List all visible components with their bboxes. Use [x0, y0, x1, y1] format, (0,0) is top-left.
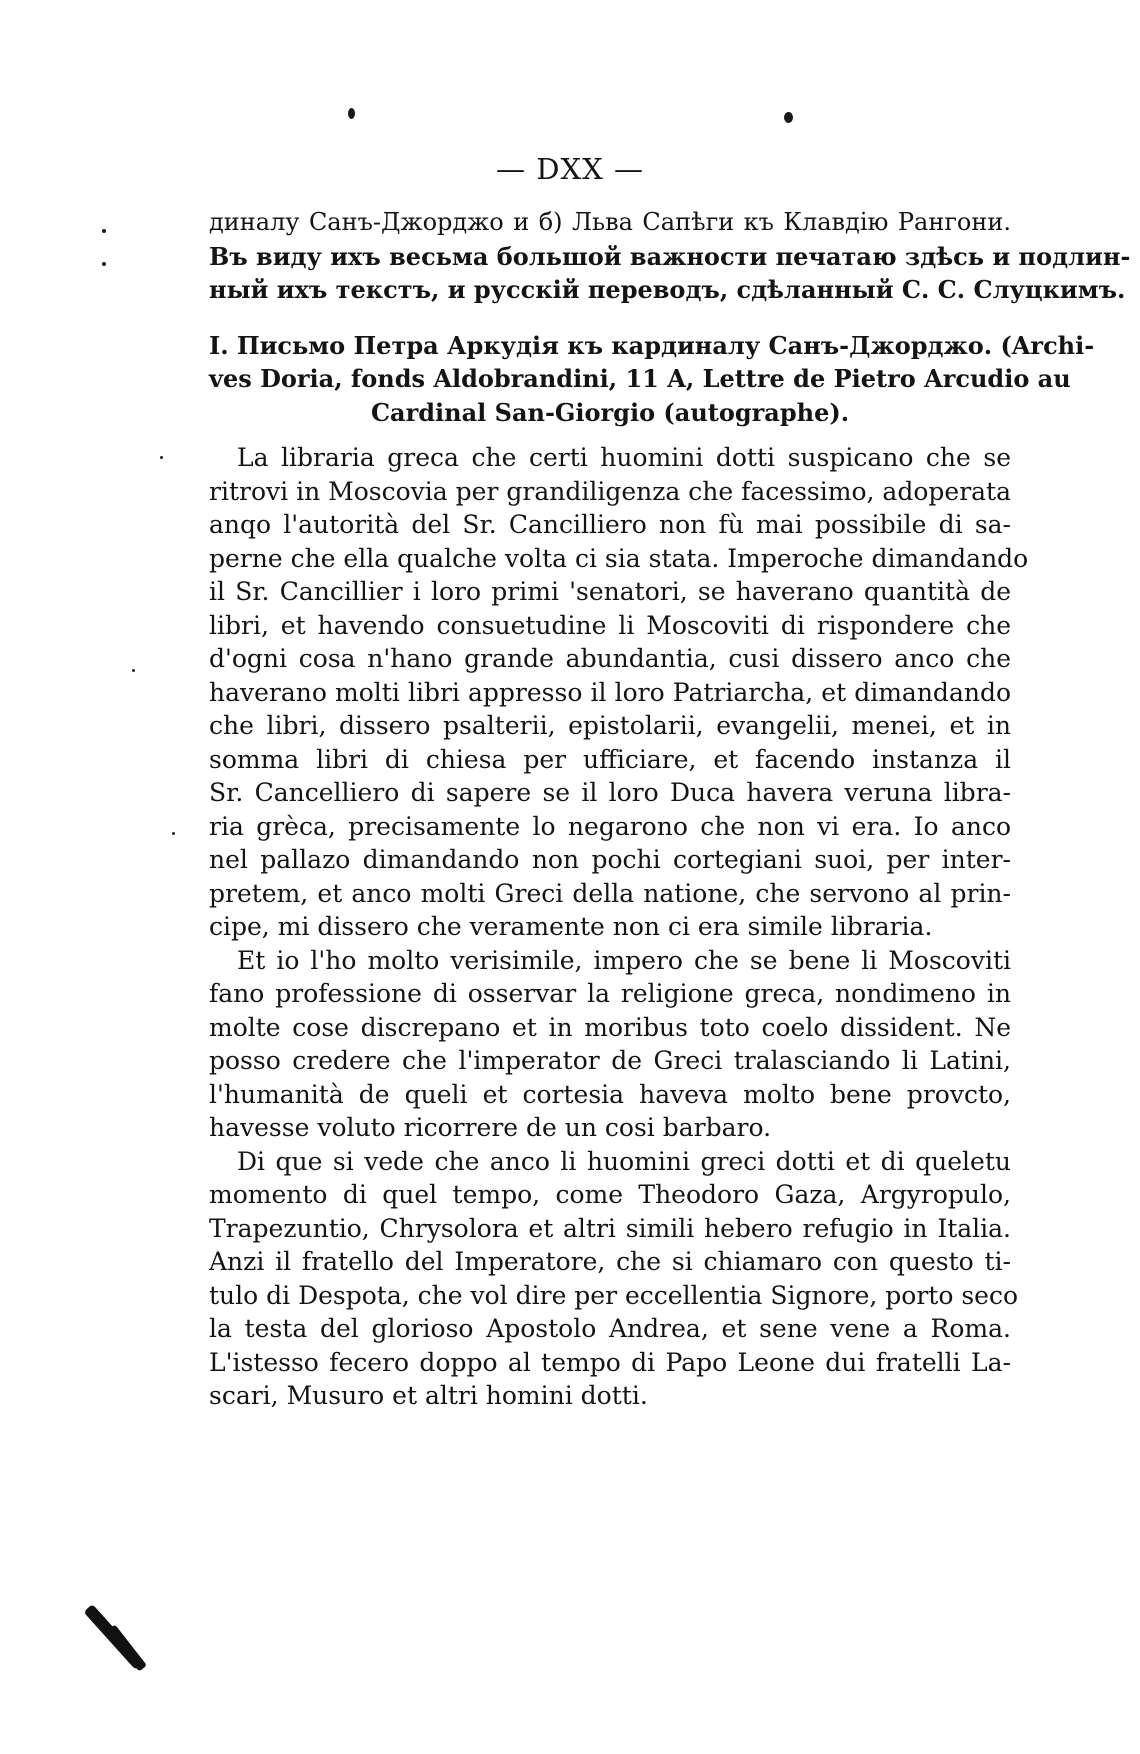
- ink-speck: [132, 669, 135, 672]
- ink-speck: [172, 832, 175, 835]
- text-line: havesse voluto ricorrere de un cosi barbaro.: [209, 1113, 772, 1142]
- body-text: [209, 206, 1131, 1413]
- text-line: Trapezuntio, Chrysolora et altri simili hebero refugio in Italia.: [209, 1213, 1011, 1243]
- text-line: ritrovi in Moscovia per grandiligenza che facessimo, adoperata: [209, 476, 1011, 506]
- text-line: molte cose discrepano et in moribus toto coelo dissident. Ne: [209, 1012, 1011, 1042]
- letter-title-line: I. Письмо Петра Аркудія къ кардиналу Санъ-Джорджо. (Archi-: [209, 330, 1095, 360]
- ink-speck: [348, 108, 355, 119]
- text-line: libri, et havendo consuetudine li Moscoviti di rispondere che: [209, 610, 1011, 640]
- paragraph-1: [209, 441, 1029, 944]
- text-line: haverano molti libri appresso il loro Patriarcha, et dimandando: [209, 677, 1011, 707]
- letter-title: [209, 329, 1095, 430]
- intro-paragraph: [209, 206, 1131, 307]
- page-number-header: — DXX —: [496, 152, 644, 186]
- text-line: nel pallazo dimandando non pochi cortegiani suoi, per inter-: [209, 845, 1011, 874]
- text-line: cipe, mi dissero che veramente non ci era simile libraria.: [209, 912, 933, 941]
- letter-title-line: Cardinal San-Giorgio (autographe).: [370, 397, 850, 427]
- text-line: il Sr. Cancillier i loro primi 'senatori, se haverano quantità de: [209, 577, 1011, 606]
- text-line: che libri, dissero psalterii, epistolarii, evangelii, menei, et in: [209, 711, 1011, 740]
- text-line: Et io l'ho molto verisimile, impero che se bene li Moscoviti: [237, 945, 1011, 975]
- text-line: momento di quel tempo, come Theodoro Gaza, Argyropulo,: [209, 1180, 1011, 1209]
- spacer: [209, 307, 1011, 329]
- spacer: [209, 429, 1011, 441]
- text-line: somma libri di chiesa per ufficiare, et facendo instanza il: [209, 744, 1011, 774]
- ink-speck: [784, 112, 793, 123]
- text-line: perne che ella qualche volta ci sia stata. Imperoche dimandando: [209, 543, 1029, 573]
- text-line: Anzi il fratello del Imperatore, che si chiamaro con questo ti-: [209, 1247, 1011, 1276]
- text-line: la testa del glorioso Apostolo Andrea, et sene vene a Roma.: [209, 1314, 1011, 1343]
- text-line: Di que si vede che anco li huomini greci dotti et di queletu: [237, 1146, 1011, 1176]
- ink-speck: [102, 229, 106, 233]
- paragraph-3: [209, 1145, 1019, 1413]
- intro-line: ный ихъ текстъ, и русскій переводъ, сдѣланный С. С. Слуцкимъ.: [209, 275, 1126, 304]
- text-line: pretem, et anco molti Greci della natione, che servono al prin-: [209, 878, 1011, 908]
- ink-speck: [160, 456, 163, 459]
- text-line: Sr. Cancelliero di sapere se il loro Duca havera veruna libra-: [209, 778, 1011, 807]
- text-line: l'humanità de queli et cortesia haveva molto bene provcto,: [209, 1079, 1011, 1109]
- text-line: ria grèca, precisamente lo negarono che non vi era. Io anco: [209, 811, 1011, 841]
- ink-mark: [107, 1624, 147, 1671]
- letter-title-line: ves Doria, fonds Aldobrandini, 11 A, Lettre de Pietro Arcudio au: [209, 364, 1071, 393]
- text-line: scari, Musuro et altri homini dotti.: [209, 1381, 648, 1410]
- intro-line: диналу Санъ-Джорджо и б) Льва Сапѣги къ Клавдію Рангони.: [209, 208, 1011, 236]
- paragraph-2: [209, 944, 1011, 1145]
- text-line: anqo l'autorità del Sr. Cancilliero non fù mai possibile di sa-: [209, 510, 1011, 539]
- text-line: d'ogni cosa n'hano grande abundantia, cusi dissero anco che: [209, 644, 1011, 673]
- text-line: tulo di Despota, che vol dire per eccellentia Signore, porto seco: [209, 1280, 1019, 1310]
- text-line: L'istesso fecero doppo al tempo di Papo Leone dui fratelli La-: [209, 1347, 1011, 1377]
- text-line: La libraria greca che certi huomini dotti suspicano che se: [237, 443, 1011, 472]
- text-line: posso credere che l'imperator de Greci tralasciando li Latini,: [209, 1046, 1011, 1075]
- intro-line: Въ виду ихъ весьма большой важности печатаю здѣсь и подлин-: [209, 241, 1131, 271]
- text-line: fano professione di osservar la religione greca, nondimeno in: [209, 979, 1011, 1008]
- ink-speck: [102, 262, 106, 266]
